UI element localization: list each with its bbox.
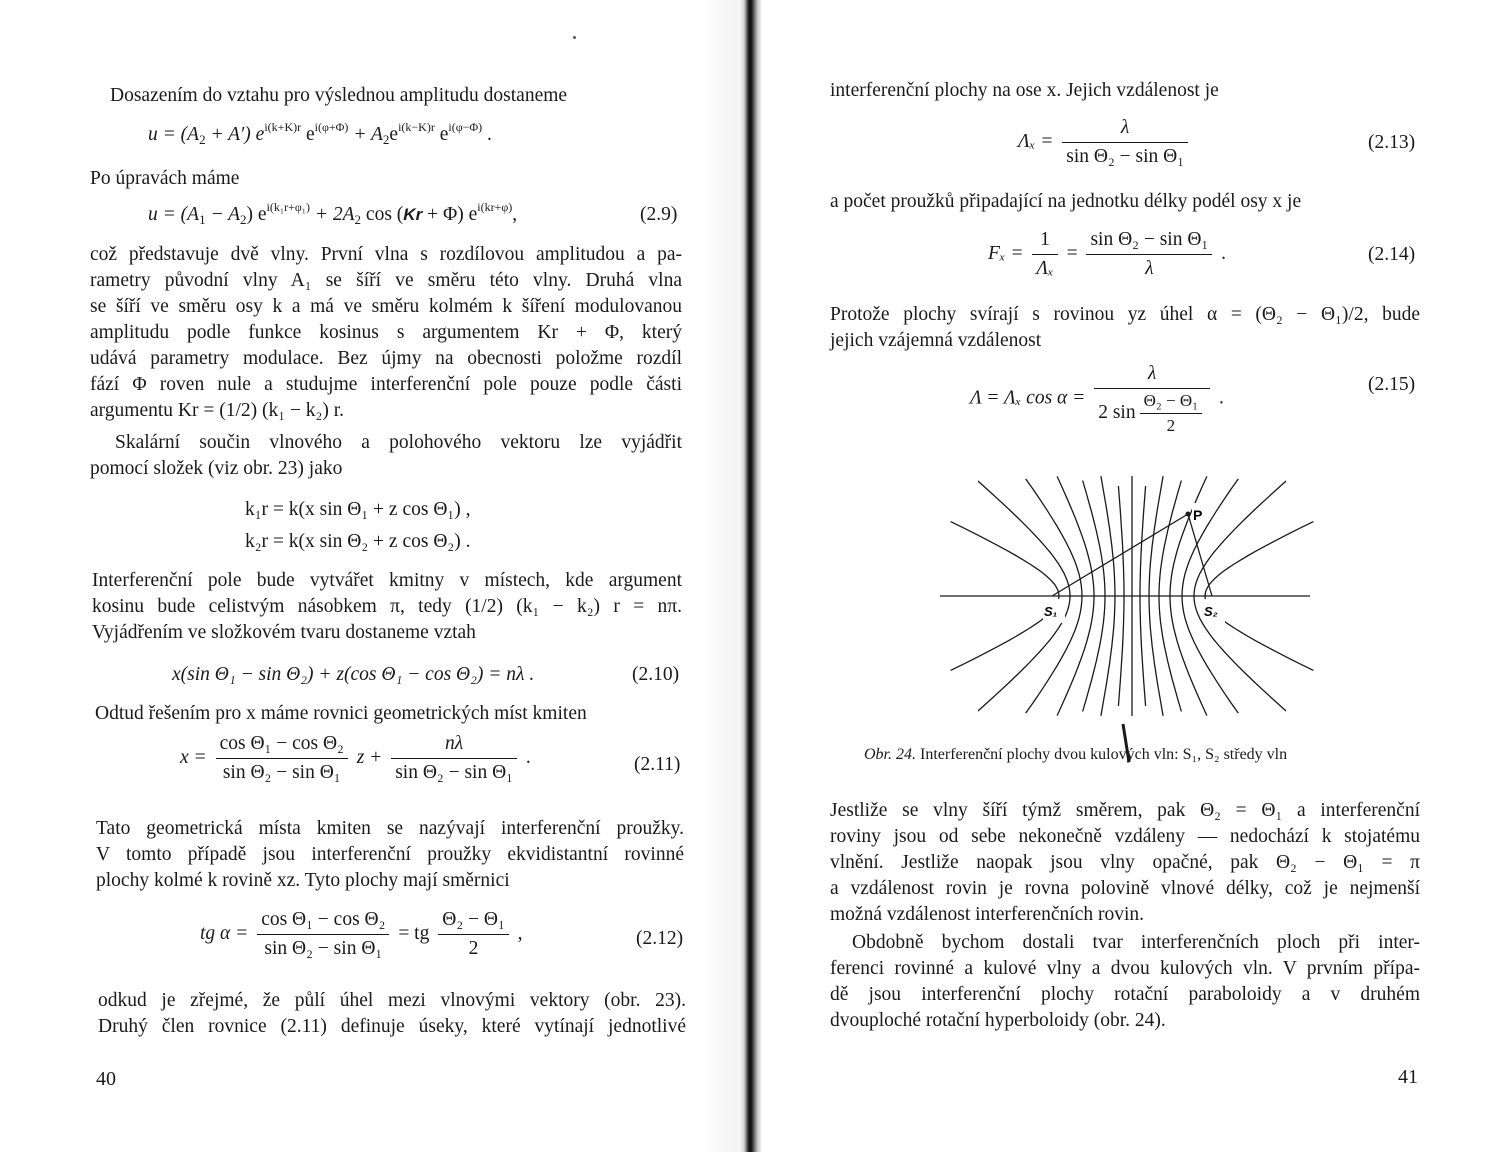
left-paragraph-two-waves: [90, 242, 682, 424]
text-line: amplitudu podle funkce kosinus s argumentem Kr + Φ, který: [90, 322, 682, 343]
fraction: [257, 908, 389, 961]
equation-number-2-13: (2.13): [1368, 132, 1416, 153]
right-paragraph-spherical: [830, 930, 1420, 1034]
fraction: [1094, 362, 1210, 436]
text-line: Interferenční pole bude vytvářet kmitny v místech, kde argument: [92, 570, 682, 591]
equation-2-14: [988, 228, 1226, 281]
eq-a-mid: e: [301, 124, 315, 145]
text-line: Obdobně bychom dostali tvar interferenčních ploch při inter-: [852, 932, 1420, 953]
text-line: dě jsou interferenční plochy rotační paraboloidy a v druhém: [830, 984, 1420, 1005]
right-paragraph-angle: [830, 302, 1420, 354]
fraction-numerator: sin Θ₂ − sin Θ₁: [1086, 228, 1212, 255]
equation-2-9: [148, 202, 517, 228]
text-line: pomocí složek (viz obr. 23) jako: [90, 458, 343, 479]
fraction-denominator: Λₓ: [1036, 258, 1054, 279]
label-source-s1: S₁: [1044, 604, 1058, 619]
equation-number-2-15: (2.15): [1368, 374, 1416, 395]
eq-b-e1: ) e: [246, 204, 267, 225]
eq-e-lhs: x =: [180, 746, 207, 768]
eq-b-sub3: 2: [354, 212, 362, 227]
equation-number-2-9: (2.9): [640, 204, 678, 225]
fraction-denominator: [1094, 389, 1210, 436]
fraction: [1032, 228, 1057, 281]
text-line: se šíří ve směru osy k a má ve směru kolmém k šíření modulovanou: [90, 296, 682, 317]
right-paragraph-count: a počet proužků připadající na jednotku délky podél osy x je: [830, 191, 1302, 212]
eq-f-end: ,: [517, 922, 523, 944]
eq-b-minus: − A: [205, 204, 241, 225]
point-p-marker: [1186, 512, 1191, 517]
eq-a-e4: e: [434, 124, 449, 145]
fraction-denominator: sin Θ₂ − sin Θ₁: [222, 762, 341, 783]
eq-a-lhs: u = (A: [148, 124, 200, 145]
equation-number-2-12: (2.12): [636, 928, 684, 949]
label-point-p: P: [1193, 507, 1203, 523]
eq-h-mid: =: [1066, 242, 1078, 264]
left-paragraph-intro: Dosazením do vztahu pro výslednou amplitudu dostaneme: [110, 85, 568, 106]
text-line: kosinu bude celistvým násobkem π, tedy (1/2) (k₁ − k₂) r = nπ.: [92, 596, 682, 617]
fraction: [438, 908, 509, 961]
text-line: udává parametry modulace. Bez újmy na obecnosti položme rozdíl: [90, 348, 682, 369]
left-paragraph-field: [92, 568, 682, 646]
eq-b-sub1: 1: [199, 212, 206, 227]
eq-a-sub: 2: [199, 132, 206, 147]
equation-2-10: x(sin Θ₁ − sin Θ₂) + z(cos Θ₁ − cos Θ₂) = nλ .: [172, 664, 535, 685]
fraction-numerator: nλ: [391, 732, 517, 759]
text-line: odkud je zřejmé, že půlí úhel mezi vlnovými vektory (obr. 23).: [98, 990, 686, 1011]
eq-a-sub2: 2: [382, 132, 390, 147]
left-paragraph-upravy: Po úpravách máme: [90, 168, 240, 189]
eq-h-lhs: Fₓ =: [988, 242, 1024, 264]
eq-i-end: .: [1218, 387, 1224, 409]
fraction-denominator: λ: [1145, 258, 1154, 279]
eq-a-e3: e: [389, 124, 399, 145]
equation-amplitude-sum: [148, 122, 492, 148]
fraction-denominator: sin Θ₂ − sin Θ₁: [264, 938, 383, 959]
eq-b-cos: cos (: [361, 204, 404, 225]
equation-2-15: [970, 362, 1224, 436]
eq-a-exp4: i(φ−Φ): [448, 120, 483, 134]
text-line: Skalární součin vlnového a polohového vektoru lze vyjádřit: [115, 432, 682, 453]
fraction-numerator: λ: [1094, 362, 1210, 389]
fraction: [1086, 228, 1212, 281]
eq-a-end: .: [482, 124, 492, 145]
right-paragraph-intro: interferenční plochy na ose x. Jejich vzdálenost je: [830, 80, 1219, 101]
equation-2-13: [1018, 116, 1192, 169]
right-page: [760, 0, 1506, 1152]
page-number-right: 41: [1398, 1066, 1418, 1088]
text-line: Druhý člen rovnice (2.11) definuje úseky, které vytínají jednotlivé: [98, 1016, 686, 1037]
fraction-denominator: 2: [468, 938, 479, 959]
fraction-numerator: Θ₂ − Θ₁: [438, 908, 509, 935]
fraction: [216, 732, 348, 785]
equation-number-2-14: (2.14): [1368, 244, 1416, 265]
eq-a-term2: + A: [348, 124, 383, 145]
print-speck: [573, 36, 576, 39]
equation-k2r: k₂r = k(x sin Θ₂ + z cos Θ₂) .: [245, 531, 471, 552]
equation-2-11: [180, 732, 531, 785]
text-line: což představuje dvě vlny. První vlna s rozdílovou amplitudou a pa-: [90, 244, 682, 265]
left-paragraph-fringes: [96, 816, 684, 894]
text-line: vlnění. Jestliže naopak jsou vlny opačné, pak Θ₂ − Θ₁ = π: [830, 852, 1420, 873]
text-line: ferenci rovinné a kulové vlny a dvou kulových vln. V prvním přípa-: [830, 958, 1420, 979]
equation-k1r: k₁r = k(x sin Θ₁ + z cos Θ₁) ,: [245, 499, 471, 520]
den-prefix: 2 sin: [1098, 401, 1136, 423]
left-paragraph-scalar-product: [90, 430, 682, 482]
caption-text: Interferenční plochy dvou kulových vln: S₁, S₂ středy vln: [920, 746, 1288, 763]
eq-b-exp2: i(kr+φ): [477, 200, 513, 214]
eq-a-term: + A′) e: [205, 124, 265, 145]
fraction: [391, 732, 517, 785]
eq-f-lhs: tg α =: [200, 922, 249, 944]
eq-a-exp2: i(φ+Φ): [314, 120, 349, 134]
fraction-numerator: λ: [1062, 116, 1188, 143]
left-paragraph-solution: Odtud řešením pro x máme rovnici geometrických míst kmiten: [95, 703, 587, 724]
text-line: rametry původní vlny A₁ se šíří ve směru této vlny. Druhá vlna: [90, 270, 682, 291]
eq-b-mid: + 2A: [309, 204, 355, 225]
fraction-denominator: sin Θ₂ − sin Θ₁: [395, 762, 513, 783]
fraction: [1062, 116, 1188, 169]
eq-g-lhs: Λₓ =: [1018, 130, 1054, 152]
text-line: V tomto případě jsou interferenční proužky ekvidistantní rovinné: [96, 844, 684, 865]
label-source-s2: S₂: [1204, 604, 1218, 619]
text-line: Jestliže se vlny šíří týmž směrem, pak Θ₂ = Θ₁ a interferenční: [830, 800, 1420, 821]
eq-a-exp3: i(k−K)r: [398, 120, 435, 134]
eq-a-exp1: i(k+K)r: [264, 120, 302, 134]
text-line: dvouploché rotační hyperboloidy (obr. 24).: [830, 1010, 1166, 1031]
fraction-numerator: cos Θ₁ − cos Θ₂: [216, 732, 348, 759]
equation-number-2-10: (2.10): [632, 664, 680, 685]
equation-number-2-11: (2.11): [634, 754, 681, 775]
text-line: fází Φ roven nule a studujme interferenční pole pouze podle části: [90, 374, 682, 395]
left-page: [0, 0, 740, 1152]
book-gutter: [738, 0, 762, 1152]
text-line: a vzdálenost rovin je rovna polovině vlnové délky, což je nejmenší: [830, 878, 1420, 899]
eq-h-end: .: [1221, 242, 1226, 264]
eq-e-end: .: [525, 746, 531, 768]
right-paragraph-same-direction: [830, 798, 1420, 928]
eq-e-mid: z +: [356, 746, 383, 768]
text-line: roviny jsou od sebe nekonečně vzdáleny — nedochází k stojatému: [830, 826, 1420, 847]
text-line: argumentu Kr = (1/2) (k₁ − k₂) r.: [90, 400, 345, 421]
caption-label: Obr. 24.: [864, 746, 917, 763]
eq-b-exp1: i(k₁r+φ₁): [266, 200, 310, 214]
text-line: možná vzdálenost interferenčních rovin.: [830, 904, 1145, 925]
figure-caption: [864, 746, 1287, 764]
text-line: Protože plochy svírají s rovinou yz úhel α = (Θ₂ − Θ₁)/2, bude: [830, 304, 1420, 325]
text-line: Tato geometrická místa kmiten se nazývají interferenční proužky.: [96, 818, 684, 839]
eq-b-sub2: 2: [240, 212, 247, 227]
eq-b-lhs: u = (A: [148, 204, 200, 225]
eq-i-lhs: Λ = Λₓ cos α =: [970, 387, 1086, 409]
fraction-numerator: cos Θ₁ − cos Θ₂: [257, 908, 389, 935]
figure-interference-hyperbolas: [940, 476, 1320, 776]
text-line: jejich vzájemná vzdálenost: [830, 330, 1042, 351]
fraction-denominator: 2: [1166, 416, 1176, 435]
text-line: plochy kolmé k rovině xz. Tyto plochy mají směrnici: [96, 870, 510, 891]
eq-f-mid: = tg: [398, 922, 430, 944]
eq-b-kr: Kr: [403, 205, 423, 224]
eq-b-plusphi: + Φ) e: [422, 204, 478, 225]
fraction-denominator: sin Θ₂ − sin Θ₁: [1066, 146, 1185, 167]
page-number-left: 40: [96, 1068, 116, 1090]
left-paragraph-bisects: [98, 988, 686, 1040]
nested-fraction: [1140, 391, 1203, 436]
equation-2-12: [200, 908, 523, 961]
text-line: Vyjádřením ve složkovém tvaru dostaneme vztah: [92, 622, 476, 643]
fraction-numerator: 1: [1032, 228, 1057, 255]
fraction-numerator: Θ₂ − Θ₁: [1140, 391, 1203, 414]
eq-b-end: ,: [512, 204, 518, 225]
